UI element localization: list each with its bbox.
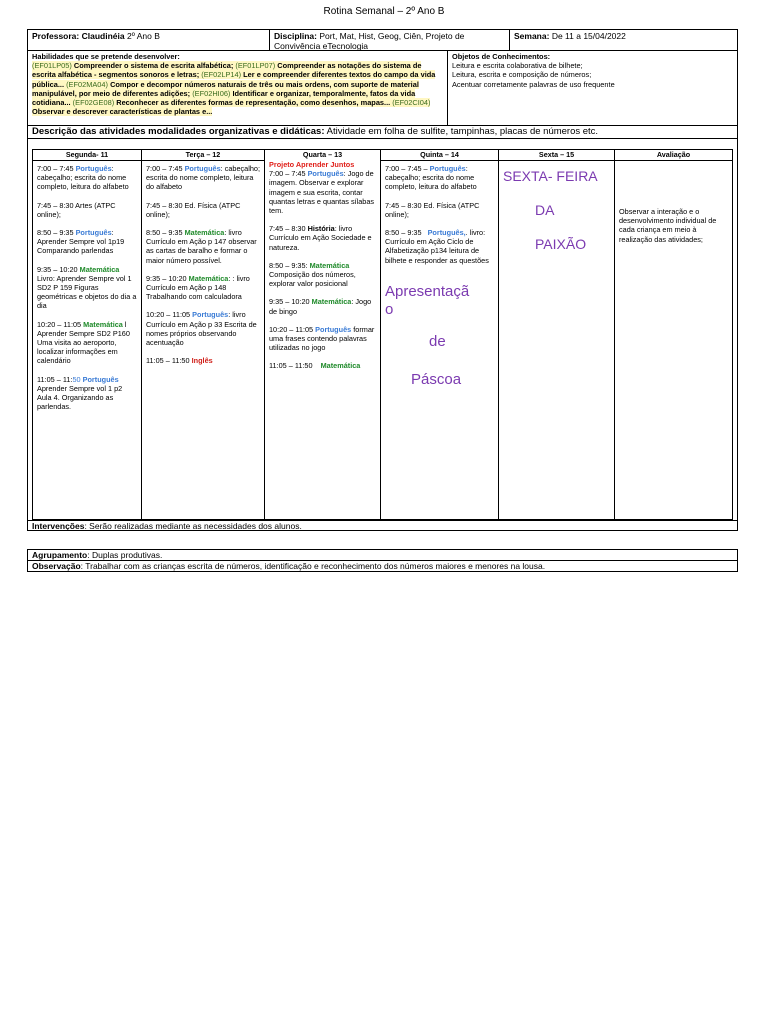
pascoa-block (385, 283, 494, 389)
schedule-entry (37, 164, 137, 192)
header-row (27, 29, 738, 51)
schedule-entry (269, 169, 376, 215)
agrupamento-label: Agrupamento (32, 550, 88, 560)
observacao-value: : Trabalhar com as crianças escrita de números, identificação e reconhecimento dos números maiores e menores na lousa. (80, 561, 546, 571)
professora-name: Claudinéia (81, 31, 125, 41)
entry-text: : cabeçalho; escrita do nome completo, leitura do alfabeto (146, 164, 261, 192)
entry-text: : cabeçalho; escrita do nome completo, leitura do alfabeto (37, 164, 129, 192)
disciplina-value: Port, Mat, Hist, Geog, Ciên, Projeto de Convivência eTecnologia (274, 31, 465, 51)
skills-row (27, 50, 738, 126)
entry-text: Composição dos números, explorar valor posicional (269, 270, 356, 289)
objetos-cell (448, 51, 737, 125)
schedule-entry (37, 228, 137, 256)
schedule-entry: 7:45 – 8:30 Ed. Física (ATPC online); (385, 200, 480, 219)
descricao-value: Atividade em folha de sulfite, tampinhas, placas de números etc. (326, 126, 599, 137)
schedule-entry (146, 164, 260, 192)
descricao-row (27, 125, 738, 139)
skill-code: (EF02CI04) (392, 98, 431, 108)
entry-time: 11:05 – 11:50 (146, 356, 190, 366)
habilidades-label: Habilidades que se pretende desenvolver: (32, 52, 180, 61)
skill-text: Ler e compreender diferentes textos do campo da vida pública... (32, 70, 436, 89)
entry-text: Livro: Aprender Sempre vol 1 SD2 P 159 Figuras geométricas e objetos do dia a dia (37, 273, 137, 311)
skill-text: Identificar e organizar, temporalmente, fatos da vida cotidiana... (32, 88, 416, 108)
intervencoes-label: Intervenções (32, 521, 85, 531)
schedule-entry (269, 325, 376, 353)
day-header: Terça – 12 (142, 150, 264, 161)
project-label: Projeto Aprender Juntos (269, 160, 355, 169)
skill-text: Compreender o sistema de escrita alfabética; (73, 61, 234, 71)
schedule-entry (37, 320, 137, 366)
entry-text: : : livro Currículo em Ação p 148 Trabalhando com calculadora (146, 273, 250, 302)
habilidades-cell (28, 51, 448, 125)
semana-label: Semana: (514, 31, 550, 41)
entry-time-end: 50 (72, 374, 81, 384)
objetos-label: Objetos de Conhecimentos: (452, 52, 551, 61)
schedule-entry (269, 297, 376, 315)
schedule-entry (269, 261, 376, 289)
skill-text: Compreender as notações do sistema de escrita alfabética - segmentos sonoros e letras; (32, 61, 422, 80)
disciplina-cell (270, 30, 510, 50)
subject-matematica: Matemática (184, 228, 225, 238)
entry-time: 10:20 – 11:05 (146, 310, 191, 320)
observacao-label: Observação (32, 561, 81, 571)
subject-matematica: Matemática (79, 264, 120, 274)
professora-cell (28, 30, 270, 50)
schedule-entry: 7:45 – 8:30 Artes (ATPC online); (37, 200, 116, 219)
intervencoes-value: : Serão realizadas mediante as necessidades dos alunos. (84, 521, 302, 531)
subject-portugues: Português (192, 310, 229, 320)
day-header: Quarta – 13 (302, 150, 343, 159)
skill-code: (EF02HI06) (192, 88, 231, 98)
entry-text: : cabeçalho; escrita do nome completo, leitura do alfabeto (385, 164, 477, 192)
entry-time: 9:35 – 10:20 (269, 297, 310, 307)
entry-time: 9:35 – 10:20 (146, 273, 187, 283)
column-quinta (381, 150, 499, 519)
professora-label: Professora: (32, 31, 80, 41)
objetos-line: Acentuar corretamente palavras de uso frequente (452, 79, 615, 89)
subject-portugues: Português (307, 169, 344, 179)
column-sexta (499, 150, 615, 519)
entry-time: 7:45 – 8:30 (269, 224, 306, 234)
schedule-entry (37, 375, 137, 412)
subject-portugues: Português (75, 164, 112, 173)
entry-text: . livro: Currículo em Ação Ciclo de Alfabetização p134 leitura de bilhete e responder as questões (385, 228, 489, 265)
subject-portugues: Português, (427, 228, 466, 238)
descricao-label: Descrição das atividades modalidades organizativas e didáticas: (32, 126, 325, 137)
document-title: Rotina Semanal – 2º Ano B (323, 6, 445, 17)
entry-time: 7:00 – 7:45 (269, 169, 306, 179)
agrupamento-value: : Duplas produtivas. (87, 550, 163, 560)
entry-time: 8:50 – 9:35 (146, 228, 183, 238)
subject-portugues: Português (184, 164, 221, 173)
entry-text: : Jogo de imagem. Observar e explorar imagem e sua escrita, contar quantas letras e quantas sílabas tem. (269, 169, 375, 216)
semana-value: De 11 a 15/04/2022 (551, 31, 626, 41)
schedule-entry (146, 356, 260, 365)
entry-time: 9:35 – 10:20 (37, 264, 78, 274)
subject-matematica: Matemática (83, 319, 123, 329)
schedule-entry (146, 274, 260, 302)
subject-matematica: Matemática (320, 361, 361, 371)
entry-text: : Aprender Sempre vol 1p19 Comparando parlendas (37, 228, 125, 256)
day-header: Segunda- 11 (33, 150, 141, 161)
objetos-line: Leitura, escrita e composição de números; (452, 70, 592, 80)
entry-time: 10:20 – 11:05 (269, 324, 314, 334)
subject-matematica: Matemática (309, 260, 350, 270)
subject-portugues: Português (315, 324, 352, 334)
column-terca (142, 150, 265, 519)
entry-text: : livro Currículo em Ação p 147 observar as cartas de baralho e formar o maior número possível. (146, 228, 257, 265)
semana-cell (510, 30, 737, 50)
schedule-entry (269, 361, 376, 370)
sexta-line: DA (535, 202, 555, 218)
schedule-entry: 7:45 – 8:30 Ed. Física (ATPC online); (146, 200, 241, 219)
day-header: Avaliação (615, 150, 732, 161)
day-header: Quinta – 14 (381, 150, 498, 161)
observacao-row (27, 560, 738, 572)
skill-code: (EF02MA04) (66, 79, 108, 89)
schedule-entry (385, 164, 494, 192)
habilidades-text (32, 61, 435, 116)
pascoa-line: Páscoa (411, 370, 462, 388)
entry-text: l Aprender Sempre SD2 P160 Uma visita ao aeroporto, localizar informações em calendário (37, 319, 130, 366)
professora-turma: 2º Ano B (126, 31, 160, 41)
entry-text: : livro Currículo em Ação Sociedade e natureza. (269, 224, 372, 252)
subject-historia: História (307, 224, 335, 234)
pascoa-line: o (385, 300, 394, 318)
entry-time: 8:50 – 9:35: (269, 260, 308, 270)
entry-text: Aprender Sempre vol 1 p2 Aula 4. Organizando as parlendas. (37, 383, 123, 412)
column-avaliacao (615, 150, 732, 519)
entry-time: 8:50 – 9:35 (385, 228, 422, 238)
skill-code: (EF01LP05) (32, 61, 72, 71)
avaliacao-text: Observar a interação e o desenvolvimento individual de cada criança em meio à realização das atividades; (619, 207, 717, 244)
schedule-entry (146, 310, 260, 347)
column-quarta (265, 150, 381, 519)
entry-text: : livro Currículo em Ação p 33 Escrita de nomes próprios observando acentuação (146, 310, 257, 348)
skill-code: (EF02GE08) (72, 98, 115, 108)
sexta-line: SEXTA- FEIRA (503, 168, 598, 184)
column-segunda (33, 150, 142, 519)
skill-text: Observar e descrever características de plantas e... (32, 107, 213, 117)
entry-time: 11:05 – 11: (37, 374, 73, 384)
week-grid (32, 149, 733, 520)
schedule-entry (37, 265, 137, 311)
subject-matematica: Matemática (188, 273, 229, 283)
subject-portugues: Português (429, 164, 466, 173)
subject-ingles: Inglês (191, 356, 213, 366)
entry-text: : Jogo de bingo (269, 297, 372, 316)
schedule-entry (146, 228, 260, 265)
sexta-line: PAIXÃO (535, 236, 587, 252)
schedule-entry (385, 228, 494, 265)
entry-time: 7:00 – 7:45 (37, 164, 74, 173)
pascoa-line: Apresentaçã (385, 282, 470, 300)
entry-text: formar uma frases contendo palavras utilizadas no jogo (269, 324, 375, 353)
schedule-entry (269, 224, 376, 252)
subject-portugues: Português (75, 228, 112, 238)
pascoa-line: de (429, 332, 446, 350)
skill-code: (EF01LP07) (235, 61, 276, 71)
day-header: Sexta – 15 (499, 150, 614, 161)
subject-matematica: Matemática (311, 297, 352, 307)
skill-text: Compor e decompor números naturais de três ou mais ordens, com suporte de material manipulável, por meio de diferentes adições; (32, 79, 419, 98)
entry-time: 8:50 – 9:35 (37, 228, 74, 238)
entry-time: 11:05 – 11:50 (269, 361, 313, 371)
entry-time: 7:00 – 7:45 (146, 164, 183, 173)
subject-portugues: Português (82, 374, 119, 384)
objetos-line: Leitura e escrita colaborativa de bilhete; (452, 61, 583, 71)
skill-text: Reconhecer as diferentes formas de representação, como desenhos, mapas... (116, 98, 391, 108)
skill-code: (EF02LP14) (201, 70, 242, 80)
entry-time: 10:20 – 11:05 (37, 319, 82, 329)
entry-time: 7:00 – 7:45 – (385, 164, 428, 173)
disciplina-label: Disciplina: (274, 31, 317, 41)
intervencoes-row (27, 520, 738, 531)
